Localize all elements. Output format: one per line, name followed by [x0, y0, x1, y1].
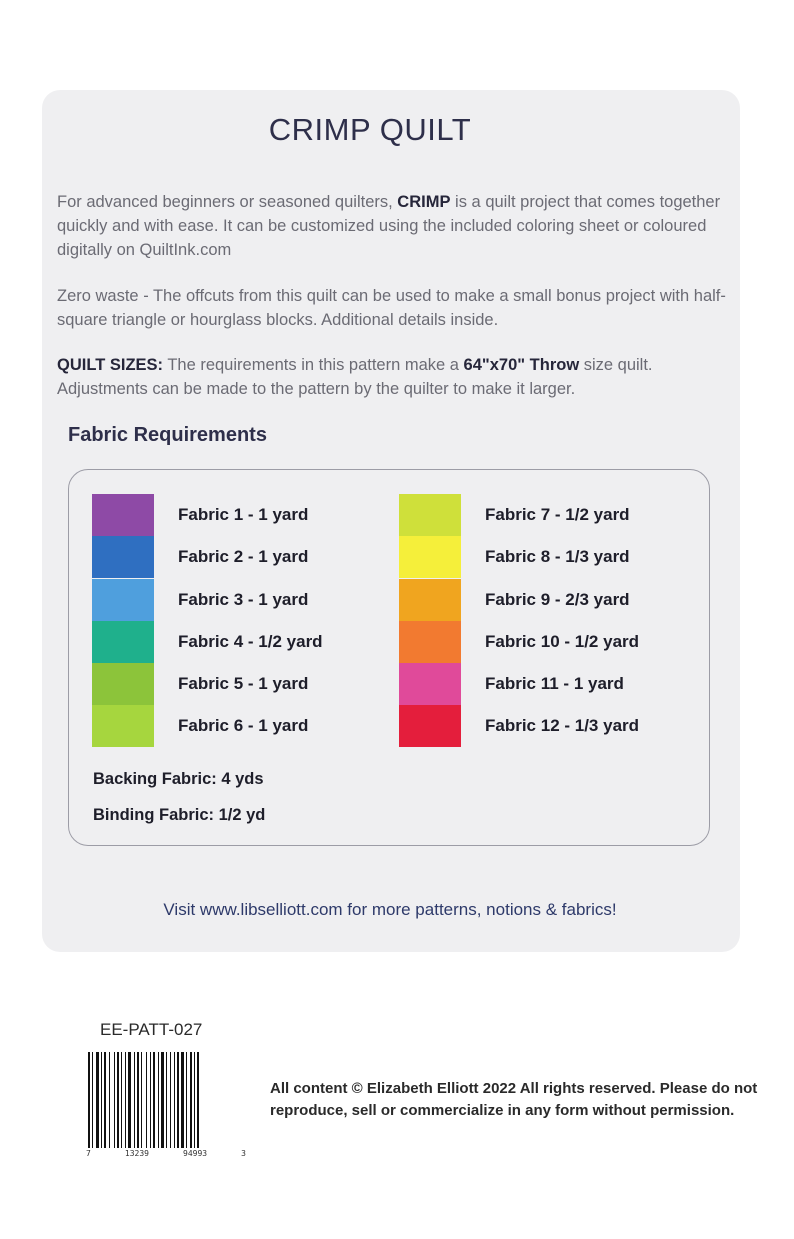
intro-text-post: is a quilt project that comes together quickly and with ease. It can be customized using the included coloring sheet or coloured digitally on QuiltInk.com — [57, 193, 721, 259]
barcode-digits — [86, 1149, 246, 1158]
fabric-label: Fabric 5 - 1 yard — [178, 674, 309, 693]
fabric-label: Fabric 9 - 2/3 yard — [485, 590, 630, 609]
quilt-sizes-post: size quilt. Adjustments can be made to the pattern by the quilter to make it larger. — [57, 356, 653, 398]
visit-website-link[interactable]: Visit www.libselliott.com for more patterns, notions & fabrics! — [163, 900, 617, 919]
fabric-label: Fabric 8 - 1/3 yard — [485, 547, 630, 566]
barcode-icon — [86, 1052, 238, 1148]
fabric-swatch — [399, 536, 461, 578]
fabric-label: Fabric 4 - 1/2 yard — [178, 632, 323, 651]
quilt-sizes-pre: The requirements in this pattern make a — [163, 356, 464, 374]
zero-waste-paragraph: Zero waste - The offcuts from this quilt can be used to make a small bonus project with half-square triangle or hourglass blocks. Additional details inside. — [57, 287, 726, 329]
binding-fabric: Binding Fabric: 1/2 yd — [93, 806, 266, 824]
intro-text-bold: CRIMP — [397, 193, 451, 211]
quilt-sizes-bold: 64"x70" Throw — [463, 356, 580, 374]
fabric-swatch — [92, 621, 154, 663]
fabric-swatch — [399, 705, 461, 747]
fabric-label: Fabric 1 - 1 yard — [178, 505, 309, 524]
fabric-swatch — [92, 536, 154, 578]
fabric-label: Fabric 7 - 1/2 yard — [485, 505, 630, 524]
fabric-swatch — [399, 579, 461, 621]
barcode-digit-4: 3 — [241, 1149, 246, 1158]
intro-text-pre: For advanced beginners or seasoned quilters, — [57, 193, 398, 211]
fabric-requirements-heading: Fabric Requirements — [68, 424, 267, 446]
fabric-label: Fabric 11 - 1 yard — [485, 674, 624, 693]
quilt-sizes-paragraph — [57, 353, 737, 401]
fabric-swatch — [92, 579, 154, 621]
fabric-label: Fabric 2 - 1 yard — [178, 547, 309, 566]
fabric-label: Fabric 6 - 1 yard — [178, 716, 309, 735]
fabric-swatch — [399, 663, 461, 705]
barcode-digit-2: 13239 — [124, 1149, 149, 1158]
fabric-swatch — [399, 494, 461, 536]
fabric-swatch — [92, 494, 154, 536]
fabric-label: Fabric 10 - 1/2 yard — [485, 632, 640, 651]
backing-fabric: Backing Fabric: 4 yds — [93, 770, 264, 788]
page-title: CRIMP QUILT — [268, 112, 472, 147]
fabric-requirements-box — [68, 469, 710, 846]
fabric-swatch — [399, 621, 461, 663]
copyright-notice: All content © Elizabeth Elliott 2022 All rights reserved. Please do not reproduce, sell or commercialize in any form without permission. — [270, 1080, 758, 1119]
barcode-digit-1: 7 — [86, 1149, 91, 1158]
intro-paragraph — [57, 190, 737, 262]
pattern-sku: EE-PATT-027 — [100, 1020, 203, 1039]
barcode-digit-3: 94993 — [183, 1149, 208, 1158]
fabric-label: Fabric 12 - 1/3 yard — [485, 716, 640, 735]
quilt-sizes-label: QUILT SIZES: — [57, 356, 164, 374]
fabric-label: Fabric 3 - 1 yard — [178, 590, 309, 609]
fabric-swatch — [92, 663, 154, 705]
fabric-swatch — [92, 705, 154, 747]
